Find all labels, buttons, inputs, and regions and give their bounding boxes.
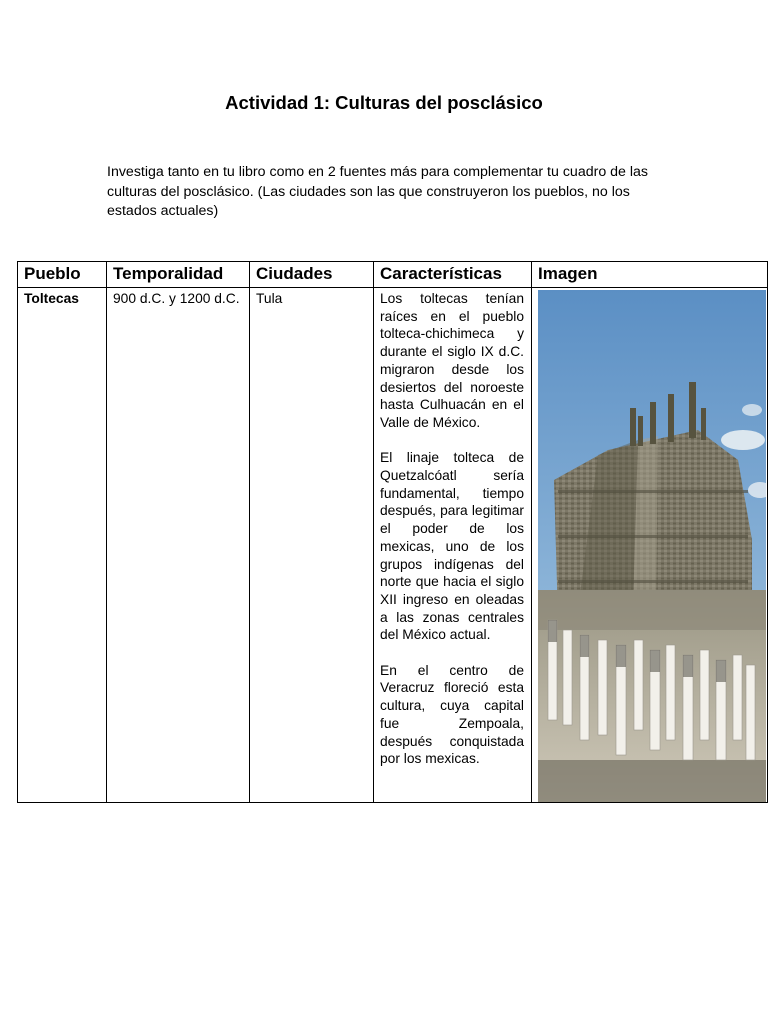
header-caracteristicas: Características xyxy=(374,262,532,288)
caracteristicas-paragraph: En el centro de Veracruz floreció esta cultura, cuya capital fue Zempoala, después conquistada por los mexicas. xyxy=(380,662,524,767)
temporalidad-cell: 900 d.C. y 1200 d.C. xyxy=(107,288,250,803)
table-header-row xyxy=(18,262,768,288)
caracteristicas-paragraph: El linaje tolteca de Quetzalcóatl sería fundamental, tiempo después, para legitimar el poder de los mexicas, uno de los grupos indígenas del norte que hacia el siglo XII ingreso en oleadas a las zonas centrales del México actual. xyxy=(380,450,524,643)
imagen-cell xyxy=(532,288,768,803)
instructions-paragraph: Investiga tanto en tu libro como en 2 fuentes más para complementar tu cuadro de las culturas del posclásico. (Las ciudades son las que construyeron los pueblos, no los estados actuales) xyxy=(107,164,649,219)
pueblo-cell: Toltecas xyxy=(18,288,107,803)
document-title: Actividad 1: Culturas del posclásico xyxy=(225,92,543,113)
header-temporalidad: Temporalidad xyxy=(107,262,250,288)
caracteristicas-paragraph: Los toltecas tenían raíces en el pueblo tolteca-chichimeca y durante el siglo IX d.C. migraron desde los desiertos del noroeste hasta Culhuacán en el Valle de México. xyxy=(380,291,524,430)
header-imagen: Imagen xyxy=(532,262,768,288)
caracteristicas-cell xyxy=(374,288,532,803)
tula-pyramid-photo xyxy=(538,290,766,802)
header-ciudades: Ciudades xyxy=(250,262,374,288)
header-pueblo: Pueblo xyxy=(18,262,107,288)
ciudades-cell: Tula xyxy=(250,288,374,803)
cultures-table xyxy=(17,261,768,803)
table-row xyxy=(18,288,768,803)
